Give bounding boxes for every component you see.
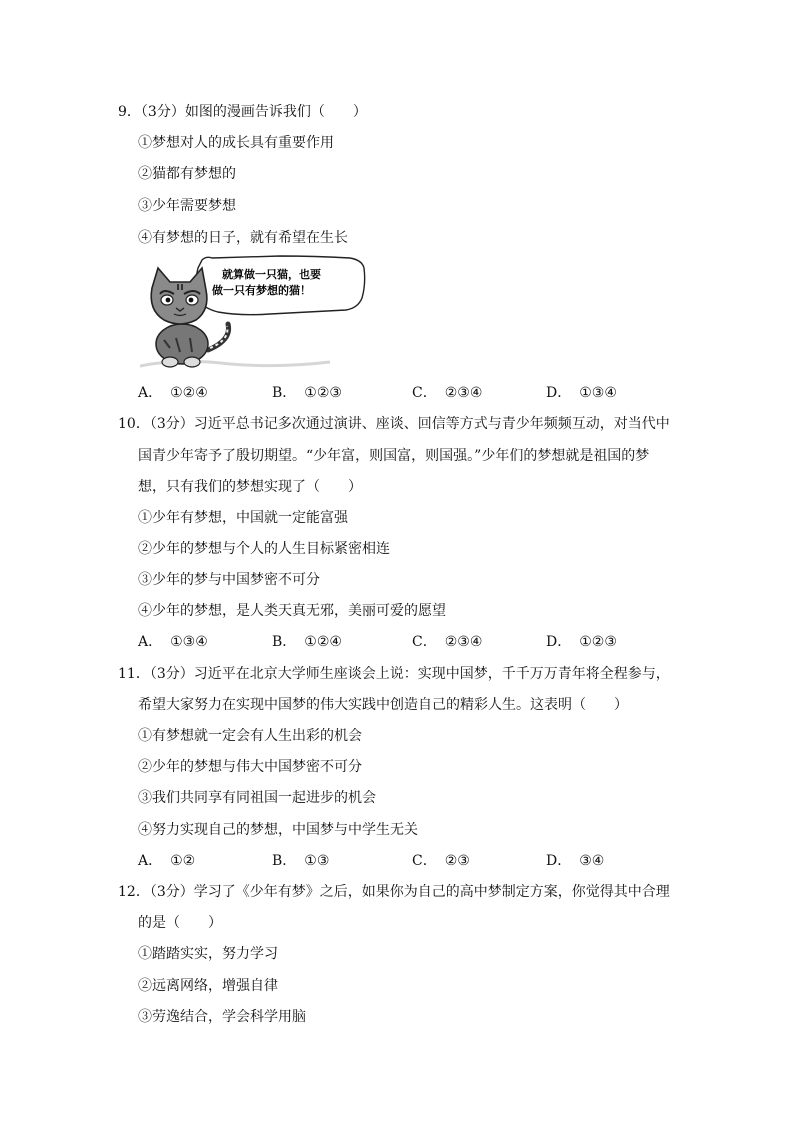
q10-choices: [138, 632, 658, 652]
q9-option-1: ①梦想对人的成长具有重要作用: [138, 135, 334, 151]
q11-option-1: ①有梦想就一定会有人生出彩的机会: [138, 728, 362, 744]
q10-option-1: ①少年有梦想，中国就一定能富强: [138, 510, 348, 526]
q11-option-3: ③我们共同享有同祖国一起进步的机会: [138, 790, 376, 806]
q9-stem: 9．（3分）如图的漫画告诉我们（ ）: [118, 104, 367, 120]
q10-option-3: ③少年的梦与中国梦密不可分: [138, 572, 320, 588]
q10-choice-c[interactable]: C． ②③④: [412, 634, 483, 650]
q11-stem: 11．（3分）习近平在北京大学师生座谈会上说：实现中国梦，千千万万青年将全程参与，: [118, 666, 670, 682]
q11-choice-a[interactable]: A． ①②: [138, 853, 196, 869]
q12-stem: 12．（3分）学习了《少年有梦》之后，如果你为自己的高中梦制定方案，你觉得其中合理: [118, 884, 670, 900]
cat-cartoon-image: [140, 254, 370, 372]
q11-choice-c[interactable]: C． ②③: [412, 853, 470, 869]
q12-stem-cont-1: 的是（ ）: [138, 915, 222, 931]
q9-option-3: ③少年需要梦想: [138, 198, 236, 214]
q11-choices: [138, 851, 658, 871]
q9-choice-c[interactable]: C． ②③④: [412, 385, 483, 401]
q11-choice-b[interactable]: B． ①③: [272, 853, 330, 869]
q10-stem-cont-2: 想，只有我们的梦想实现了（ ）: [138, 479, 362, 495]
q11-option-2: ②少年的梦想与伟大中国梦密不可分: [138, 759, 362, 775]
q10-choice-d[interactable]: D． ①②③: [546, 634, 617, 650]
q12-option-2: ②远离网络，增强自律: [138, 978, 278, 994]
q10-option-2: ②少年的梦想与个人的人生目标紧密相连: [138, 541, 390, 557]
q10-choice-a[interactable]: A． ①③④: [138, 634, 208, 650]
q10-stem-cont-1: 国青少年寄予了殷切期望。“少年富，则国富，则国强。”少年们的梦想就是祖国的梦: [138, 448, 650, 464]
q9-choice-d[interactable]: D． ①③④: [546, 385, 617, 401]
q11-stem-cont-1: 希望大家努力在实现中国梦的伟大实践中创造自己的精彩人生。这表明（ ）: [138, 697, 628, 713]
q10-option-4: ④少年的梦想，是人类天真无邪，美丽可爱的愿望: [138, 603, 446, 619]
q11-choice-d[interactable]: D． ③④: [546, 853, 605, 869]
q10-stem: 10．（3分）习近平总书记多次通过演讲、座谈、回信等方式与青少年频频互动，对当代中: [118, 416, 670, 432]
q9-option-4: ④有梦想的日子，就有希望在生长: [138, 230, 348, 246]
q12-option-1: ①踏踏实实，努力学习: [138, 946, 278, 962]
q12-option-3: ③劳逸结合，学会科学用脑: [138, 1009, 306, 1025]
q11-option-4: ④努力实现自己的梦想，中国梦与中学生无关: [138, 822, 418, 838]
q9-option-2: ②猫都有梦想的: [138, 166, 236, 182]
q9-choice-a[interactable]: A． ①②④: [138, 385, 208, 401]
q9-choice-b[interactable]: B． ①②③: [272, 385, 342, 401]
q10-choice-b[interactable]: B． ①②④: [272, 634, 342, 650]
cat-dream-icon: [140, 254, 370, 372]
bubble-line-1: 就算做一只猫，也要: [222, 268, 321, 281]
q9-choices: [138, 383, 658, 403]
bubble-line-2: 做一只有梦想的猫！: [212, 284, 311, 297]
